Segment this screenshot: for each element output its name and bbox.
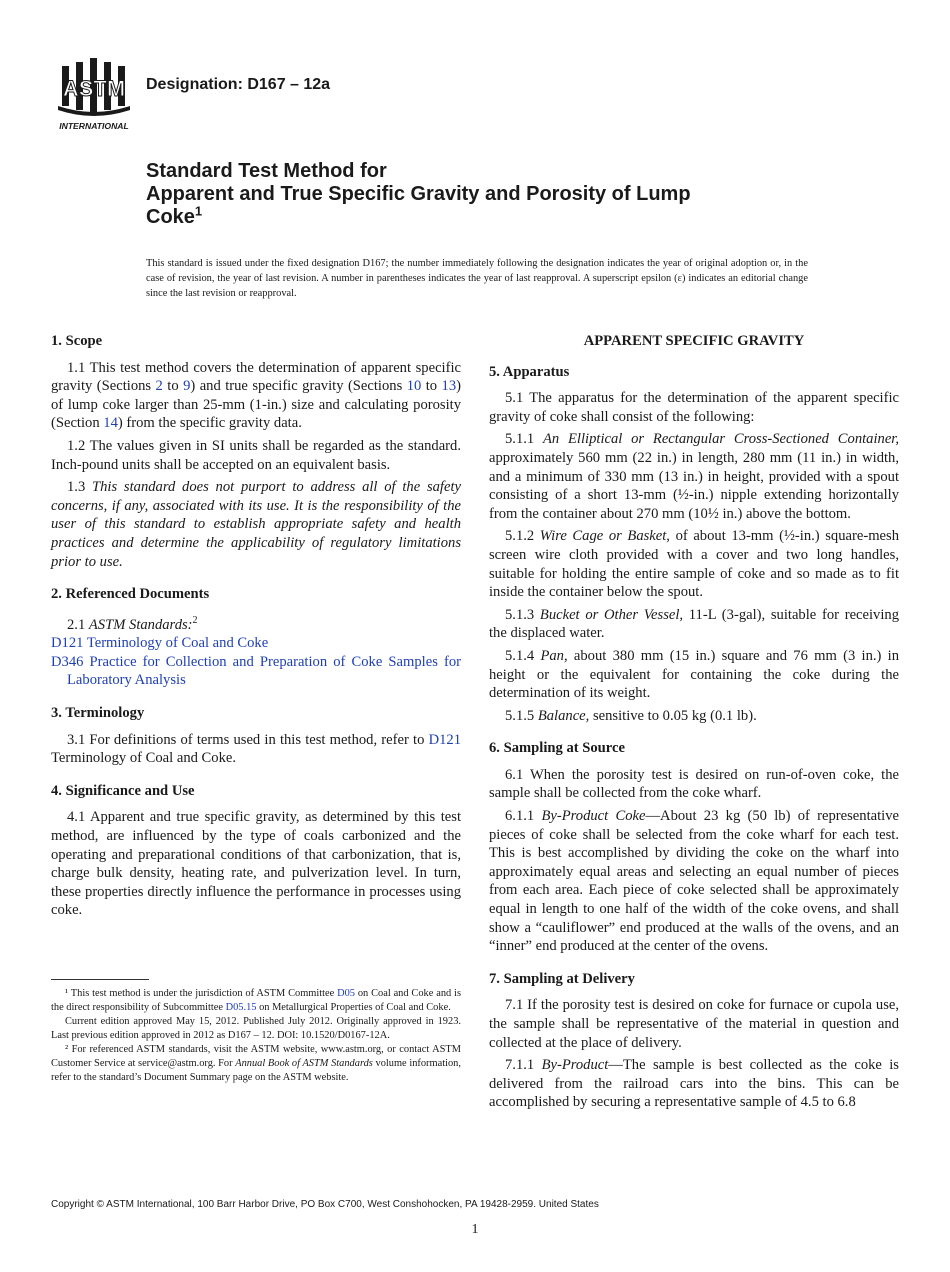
left-column — [51, 332, 461, 924]
para-1-3: 1.3 This standard does not purport to address all of the safety concerns, if any, associated with its use. It is the responsibility of the user of this standard to establish appropriate safety and health practices and determine the applicability of regulatory limitations prior to use. — [51, 479, 461, 570]
footnotes — [51, 987, 461, 1085]
para-1-1: 1.1 This test method covers the determination of apparent specific gravity (Sections 2 to 9) and true specific gravity (Sections 10 to 13) of lump coke larger than 25-mm (1-in.) size and calculating porosity (Section 14) from the specific gravity data. — [51, 359, 462, 432]
reference-d121-link[interactable]: D121 — [51, 635, 84, 652]
para-2-1: 2.1 ASTM Standards:$^2$ — [67, 614, 198, 633]
link-d121[interactable]: D121 — [428, 731, 461, 748]
svg-text:ASTM: ASTM — [62, 76, 126, 101]
para-5-1-3: 5.1.3 Bucket or Other Vessel, 11-L (3-gal), suitable for receiving the displaced water. — [489, 606, 899, 642]
reference-d346: D346 Practice for Collection and Preparation of Coke Samples for Laboratory Analysis — [51, 653, 461, 689]
link-section-9[interactable]: 9 — [183, 378, 191, 395]
section-4-heading: 4. Significance and Use — [51, 782, 195, 799]
link-section-10[interactable]: 10 — [406, 378, 422, 395]
right-column — [489, 332, 899, 1116]
designation: Designation: D167 – 12a — [146, 76, 331, 93]
apparent-specific-gravity-title: APPARENT SPECIFIC GRAVITY — [583, 333, 805, 349]
para-5-1: 5.1 The apparatus for the determination of the apparent specific gravity of coke shall consist of the following: — [489, 390, 899, 425]
section-6-heading: 6. Sampling at Source — [489, 740, 625, 757]
para-7-1-1: 7.1.1 By-Product—The sample is best collected as the coke is delivered from the railroad cars into the bins. This can be accomplished by securing a representative sample of 4.5 to 6.8 — [489, 1057, 899, 1111]
para-6-1: 6.1 When the porosity test is desired on run-of-oven coke, the sample shall be collected from the coke wharf. — [489, 766, 899, 802]
reference-d346-link[interactable]: D346 — [51, 653, 84, 670]
link-section-13[interactable]: 13 — [441, 378, 457, 395]
page-number: 1 — [471, 1222, 479, 1237]
reference-d121: D121 Terminology of Coal and Coke — [51, 635, 269, 652]
para-3-1: 3.1 For definitions of terms used in this test method, refer to D121 Terminology of Coal and Coke. — [51, 731, 461, 767]
para-5-1-1: 5.1.1 An Elliptical or Rectangular Cross-Sectioned Container, approximately 560 mm (22 in.) in length, 280 mm (11 in.) in width, and a minimum of 330 mm (13 in.) in height, provided with a spout consisting of a short 13-mm (½-in.) nipple extending horizontally from the container about 270 mm (10½ in.) above the bottom. — [489, 431, 899, 522]
footnote-1: ¹ This test method is under the jurisdiction of ASTM Committee D05 on Coal and Coke and is the direct responsibility of Subcommittee D05.15 on Metallurgical Properties of Coal and Coke. — [51, 988, 461, 1013]
section-7-heading: 7. Sampling at Delivery — [489, 970, 635, 987]
section-2-heading: 2. Referenced Documents — [51, 586, 210, 603]
para-5-1-4: 5.1.4 Pan, about 380 mm (15 in.) square and 76 mm (3 in.) in height or the equivalent for containing the coke during the determination of its weight. — [489, 647, 900, 702]
document-title — [146, 160, 866, 229]
para-5-1-5: 5.1.5 Balance, sensitive to 0.05 kg (0.1 lb). — [505, 707, 757, 724]
para-7-1: 7.1 If the porosity test is desired on coke for furnace or cupola use, the sample shall be representative of the material in question and collected at the place of delivery. — [489, 997, 899, 1051]
link-section-2[interactable]: 2 — [155, 378, 163, 395]
title-line-3: Coke$^1$ — [146, 203, 203, 228]
astm-logo — [52, 56, 136, 132]
astm-logo-icon — [52, 56, 136, 132]
title-footnote-mark: 1 — [194, 203, 203, 219]
para-1-2: 1.2 The values given in SI units shall be regarded as the standard. Inch-pound units shall be accepted on an equivalent basis. — [51, 437, 461, 473]
para-4-1: 4.1 Apparent and true specific gravity, as determined by this test method, are influenced by the type of coals carbonized and the operating and preparational conditions of that carbonization, that is, charge bulk density, heating rate, and pulverization level. In turn, these properties directly influence the performance in processes using coke. — [51, 809, 461, 919]
issued-note: This standard is issued under the fixed designation D167; the number immediately following the designation indicates the year of original adoption or, in the case of revision, the year of last revision. A number in parentheses indicates the year of last reapproval. A superscript epsilon (ε) indicates an editorial change since the last revision or reapproval. — [146, 258, 808, 299]
footnote-2: ² For referenced ASTM standards, visit the ASTM website, www.astm.org, or contact ASTM Customer Service at service@astm.org. For Annual Book of ASTM Standards volume information, refer to the standard’s Document Summary page on the ASTM website. — [51, 1044, 461, 1083]
link-d05[interactable]: D05 — [337, 988, 355, 999]
link-d05-15[interactable]: D05.15 — [225, 1002, 257, 1013]
para-6-1-1: 6.1.1 By-Product Coke—About 23 kg (50 lb) of representative pieces of coke shall be selected from the coke wharf for each test. This is best accomplished by dividing the coke on the wharf into approximately equal areas and selecting an equal number of pieces from each area. Each piece of coke selected shall be approximately equal in length to one half of the width of the coke ovens, and shall show a “cauliflower” end produced at the walls of the ovens, and an “inner” end produced at the center of the ovens. — [489, 808, 899, 955]
svg-text:INTERNATIONAL: INTERNATIONAL — [59, 121, 129, 131]
para-5-1-2: 5.1.2 Wire Cage or Basket, of about 13-mm (½-in.) square-mesh screen wire cloth provided with a cover and two long handles, suitable for holding the entire sample of coke and so made as to fit inside the container below the spout. — [489, 528, 899, 601]
link-section-14[interactable]: 14 — [103, 415, 118, 432]
copyright-notice: Copyright © ASTM International, 100 Barr Harbor Drive, PO Box C700, West Conshohocken, PA 19428-2959. United States — [51, 1199, 599, 1210]
footnote-divider — [51, 979, 149, 980]
title-line-1: Standard Test Method for — [146, 160, 387, 182]
section-5-heading: 5. Apparatus — [489, 363, 570, 380]
footnote-1-edition: Current edition approved May 15, 2012. Published July 2012. Originally approved in 1923. Last previous edition approved in 2012 as D167 – 12. DOI: 10.1520/D0167-12A. — [51, 1016, 461, 1041]
section-1-heading: 1. Scope — [51, 333, 103, 349]
title-line-2: Apparent and True Specific Gravity and Porosity of Lump — [146, 183, 691, 205]
section-3-heading: 3. Terminology — [51, 704, 145, 721]
